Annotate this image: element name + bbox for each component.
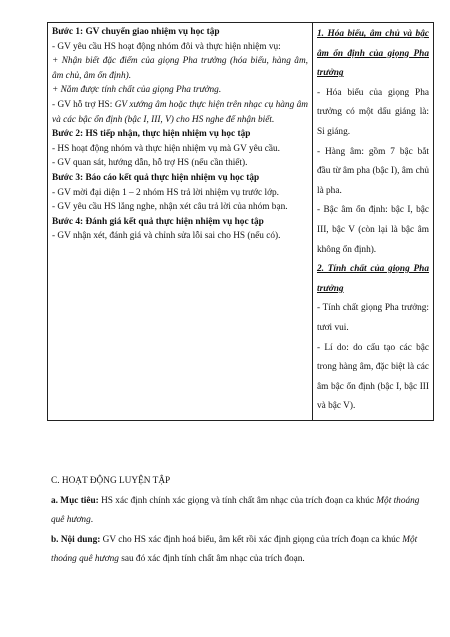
step-heading: Bước 2: HS tiếp nhận, thực hiện nhiệm vụ học tập [52,129,251,140]
content-text: GV cho HS xác định hoá biểu, âm kết rồi xác định giọng của trích đoạn ca khúc [100,534,403,545]
support-line [52,98,308,127]
step-line: - HS hoạt động nhóm và thực hiện nhiệm vụ mà GV yêu cầu. [52,143,280,154]
result-line: - Tính chất giọng Pha trưởng: tươi vui. [317,303,429,333]
result-line: - Bậc âm ổn định: bậc I, bậc III, bậc V (còn lại là bậc âm không ổn định). [317,205,429,255]
step-heading: Bước 1: GV chuyển giao nhiệm vụ học tập [52,27,220,37]
song-title: Một thoáng quê hương [51,534,418,564]
result-line: - Lí do: do cấu tạo các bậc trong hàng âm, đặc biệt là các âm bậc ổn định (bậc I, bậc III và bậc V). [317,342,429,412]
result-heading: 2. Tính chất của giọng Pha trưởng [317,264,429,294]
objective-paragraph [51,492,425,531]
content-end: sau đó xác định tính chất âm nhạc của trích đoạn. [118,554,305,564]
practice-section [51,472,425,570]
step-line: - GV yêu cầu HS lắng nghe, nhận xét câu trả lời của nhóm bạn. [52,202,288,213]
table-row [48,23,434,421]
support-detail: GV xướng âm hoặc thực hiện trên nhạc cụ hàng âm và các bậc ổn định (bậc I, III, V) cho HS nghe để nhận biết. [52,99,308,125]
step-heading: Bước 4: Đánh giá kết quả thực hiện nhiệm vụ học tập [52,216,264,227]
expected-result-column [313,23,434,421]
procedure-column [48,23,313,421]
step-line: - GV mời đại diện 1 – 2 nhóm HS trả lời nhiệm vụ trước lớp. [52,187,279,198]
content-paragraph [51,531,425,570]
objective-end: . [90,515,94,525]
objective-label: a. Mục tiêu: [51,495,99,506]
support-prefix: - GV hỗ trợ HS: [52,99,115,110]
result-line: - Hóa biểu của giọng Pha trưởng có một dấu giáng là: Si giáng. [317,87,429,137]
step-heading: Bước 3: Báo cáo kết quả thực hiện nhiệm vụ học tập [52,172,260,183]
content-label: b. Nội dung: [51,534,101,545]
section-title: C. HOẠT ĐỘNG LUYỆN TẬP [51,476,171,486]
step-line: - GV quan sát, hướng dẫn, hỗ trợ HS (nếu cần thiết). [52,158,248,169]
activity-table [47,22,434,421]
result-heading: 1. Hóa biểu, âm chủ và bậc âm ổn định của giọng Pha trưởng [317,29,429,79]
result-line: - Hàng âm: gồm 7 bậc bắt đầu từ âm pha (bậc I), âm chủ là pha. [317,146,429,196]
objective-text: HS xác định chính xác giọng và tính chất âm nhạc của trích đoạn ca khúc [98,495,377,506]
step-line: - GV yêu cầu HS hoạt động nhóm đôi và thực hiện nhiệm vụ: [52,41,281,52]
step-line: - GV nhận xét, đánh giá và chỉnh sửa lỗi sai cho HS (nếu có). [52,231,281,242]
task-line: + Nắm được tính chất của giọng Pha trưởng. [52,85,222,96]
task-line: + Nhận biết đặc điểm của giọng Pha trưởng (hóa biểu, hàng âm, âm chủ, âm ổn định). [52,56,308,81]
song-title: Một thoáng quê hương [51,495,420,525]
